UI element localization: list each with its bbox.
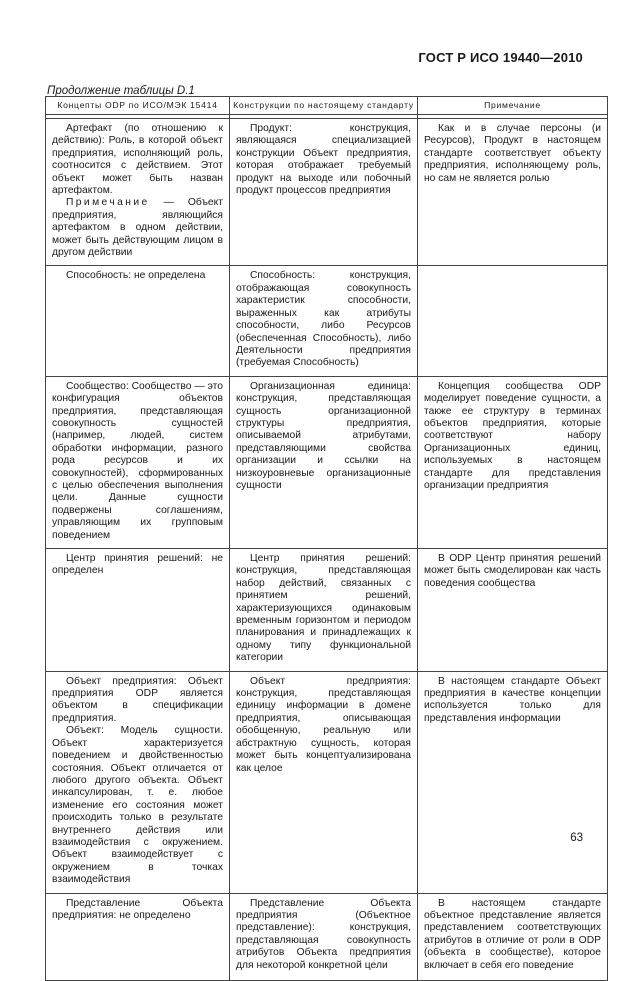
construct-cell: Продукт: конструкция, являющаяся специализацией конструкции Объект предприятия, которая отображает требуемый продукт на выходе или побочный продукт процессов предприятия xyxy=(236,123,411,197)
comparison-table xyxy=(45,96,608,981)
table-row xyxy=(46,671,608,893)
construct-cell: Представление Объекта предприятия (Объектное представление): конструкция, представляющая совокупность атрибутов Объекта предприятия для некоторой конкретной цели xyxy=(236,897,411,971)
note-cell: Как и в случае персоны (и Ресурсов), Продукт в настоящем стандарте соответствует объекту предприятия, исполняющему роль, но сам не является ролью xyxy=(424,123,601,184)
column-header-odp: Концепты ODP по ИСО/МЭК 15414 xyxy=(46,97,230,115)
construct-cell: Объект предприятия: конструкция, представляющая единицу информации в домене предприятия, описывающая обобщенную, реальную или абстрактную сущность, которая может быть концептуализирована как целое xyxy=(236,675,411,774)
odp-concept-cell: Артефакт (по отношению к действию): Роль, в которой объект предприятия, исполняющий роль, соотносится с действием. Этот объект может быть назван артефактом. xyxy=(52,123,223,197)
table-caption: Продолжение таблицы D.1 xyxy=(47,85,195,97)
table-row xyxy=(46,266,608,376)
column-header-constructs: Конструкции по настоящему стандарту xyxy=(230,97,418,115)
note-cell: В настоящем стандарте Объект предприятия в качестве концепции используется только для представления информации xyxy=(424,675,601,724)
construct-cell: Способность: конструкция, отображающая совокупность характеристик способности, выраженных как атрибуты способности, либо Ресурсов (обеспеченная Способность), либо Деятельности предприятия (требуемая Способность) xyxy=(236,270,411,369)
odp-concept-cell: Центр принятия решений: не определен xyxy=(52,553,223,577)
odp-concept-note: Примечание — Объект предприятия, являющийся артефактом в одном действии, может быть действующим лицом в другом действии xyxy=(52,197,223,259)
odp-concept-cell-continued: Объект: Модель сущности. Объект характеризуется поведением и двойственностью состояния. Объект отличается от любого другого объекта. Объект инкапсулирован, т. е. любое изменение его состояния может происходить только в результате внутреннего действия или взаимодействия с окружением. Объект взаимодействует с окружением в точках взаимодействия xyxy=(52,725,223,886)
page-number: 63 xyxy=(570,832,583,844)
construct-cell: Центр принятия решений: конструкция, представляющая набор действий, связанных с принятием решений, характеризующихся одинаковым временным горизонтом и периодом планирования и принадлежащих к одному типу функциональной категории xyxy=(236,553,411,664)
table-row xyxy=(46,119,608,266)
table-row xyxy=(46,376,608,548)
odp-concept-cell: Представление Объекта предприятия: не определено xyxy=(52,897,223,921)
standard-id: ГОСТ Р ИСО 19440—2010 xyxy=(418,50,583,65)
odp-concept-cell: Сообщество: Сообщество — это конфигурация объектов предприятия, представляющая совокупность сущностей (например, людей, систем обработки информации, разного рода ресурсов и их совокупностей), сформированных с целью обеспечения выполнения цели. Данные сущности подвержены соглашениям, управляющим их групповым поведением xyxy=(52,380,223,541)
table-row xyxy=(46,549,608,672)
table-header-row xyxy=(46,97,608,115)
column-header-note: Примечание xyxy=(418,97,608,115)
note-cell: В настоящем стандарте объектное представление является представлением соответствующих атрибутов в отличие от роли в ODP (объекта в сообществе), которое включает в себя его поведение xyxy=(424,897,601,971)
note-cell: Концепция сообщества ODP моделирует поведение сущности, а также ее структуру в терминах объектов предприятия, которые соответствуют набору Организационных единиц, используемых в настоящем стандарте для представления организации предприятия xyxy=(424,380,601,491)
odp-concept-cell: Способность: не определена xyxy=(66,270,206,282)
table-row xyxy=(46,893,608,980)
construct-cell: Организационная единица: конструкция, представляющая сущность организационной структуры предприятия, описываемой атрибутами, представляющими свойства организации и ссылки на низкоуровневые организационные сущности xyxy=(236,380,411,491)
note-cell: В ODP Центр принятия решений может быть смоделирован как часть поведения сообщества xyxy=(424,553,601,589)
odp-concept-cell: Объект предприятия: Объект предприятия ODP является объектом в спецификации предприятия. xyxy=(52,675,223,724)
